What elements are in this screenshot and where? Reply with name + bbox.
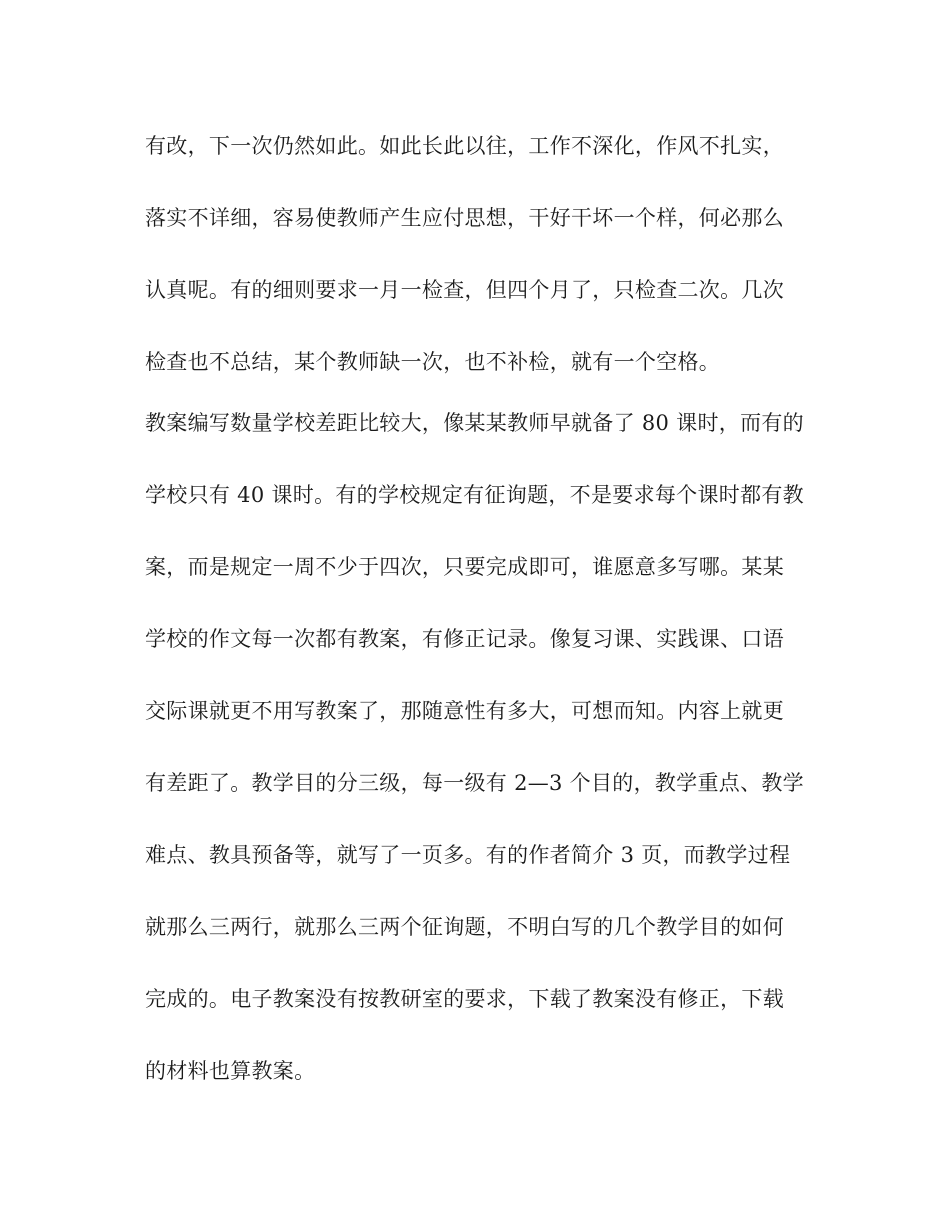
- text-line: 学校的作文每一次都有教案，有修正记录。像复习课、实践课、口语: [145, 627, 784, 651]
- text-line: 案，而是规定一周不少于四次，只要完成即可，谁愿意多写哪。某某: [145, 555, 784, 579]
- text-line: 有差距了。教学目的分三级，每一级有 2—3 个目的，教学重点、教学: [145, 771, 804, 795]
- text-line: 就那么三两行，就那么三两个征询题，不明白写的几个教学目的如何: [145, 915, 784, 939]
- text-line: 检查也不总结，某个教师缺一次，也不补检，就有一个空格。: [145, 350, 721, 374]
- text-line: 认真呢。有的细则要求一月一检查，但四个月了，只检查二次。几次: [145, 278, 784, 302]
- text-line: 难点、教具预备等，就写了一页多。有的作者简介 3 页，而教学过程: [145, 843, 791, 867]
- text-line: 学校只有 40 课时。有的学校规定有征询题，不是要求每个课时都有教: [145, 483, 804, 507]
- text-line: 有改，下一次仍然如此。如此长此以往，工作不深化，作风不扎实，: [145, 134, 784, 158]
- text-line: 完成的。电子教案没有按教研室的要求，下载了教案没有修正，下载: [145, 987, 784, 1011]
- text-line: 的材料也算教案。: [145, 1059, 316, 1083]
- text-line: 落实不详细，容易使教师产生应付思想，干好干坏一个样，何必那么: [145, 206, 784, 230]
- text-line: 教案编写数量学校差距比较大，像某某教师早就备了 80 课时，而有的: [145, 411, 804, 435]
- text-line: 交际课就更不用写教案了，那随意性有多大，可想而知。内容上就更: [145, 699, 784, 723]
